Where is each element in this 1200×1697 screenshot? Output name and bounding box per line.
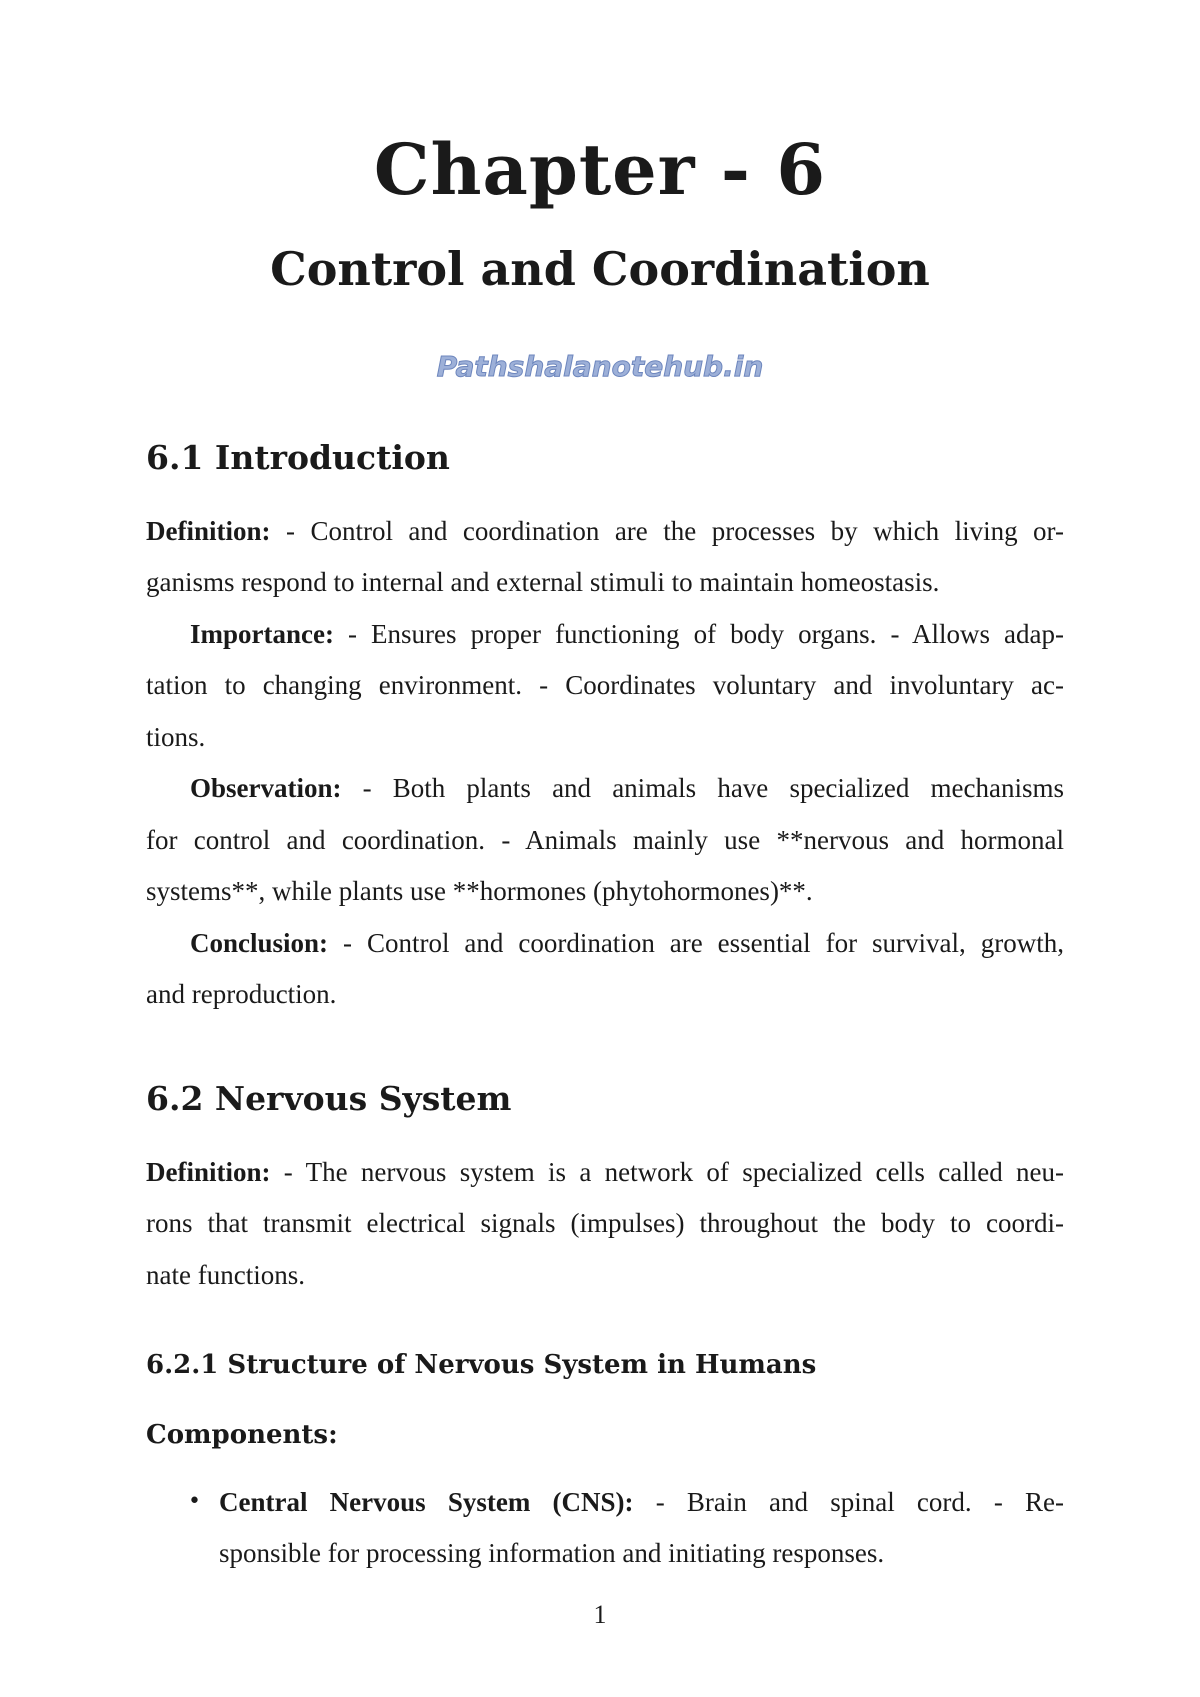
bullet-line	[219, 1487, 1064, 1518]
paragraph-line: for control and coordination. - Animals mainly use **nervous and hormonal	[146, 825, 1064, 855]
definition-label: Definition:	[146, 1157, 271, 1187]
section-heading-introduction: 6.1 Introduction	[146, 438, 450, 477]
text: - Ensures proper functioning of body organs. - Allows adap-	[333, 619, 1064, 649]
bullet-icon: •	[188, 1489, 201, 1514]
bullet-line: sponsible for processing information and initiating responses.	[219, 1538, 885, 1568]
paragraph-line: systems**, while plants use **hormones (phytohormones)**.	[146, 876, 813, 906]
section-heading-nervous-system: 6.2 Nervous System	[146, 1079, 512, 1118]
paragraph-line: ganisms respond to internal and external stimuli to maintain homeostasis.	[146, 567, 940, 597]
paragraph-line	[190, 928, 1064, 959]
text: - Control and coordination are essential for survival, growth,	[328, 928, 1064, 958]
text: - Both plants and animals have specialized mechanisms	[341, 773, 1064, 803]
definition-label: Definition:	[146, 516, 271, 546]
paragraph-line: rons that transmit electrical signals (impulses) throughout the body to coordi-	[146, 1208, 1064, 1238]
importance-label: Importance:	[190, 619, 334, 649]
paragraph-line	[146, 1157, 1064, 1188]
paragraph-line	[190, 619, 1064, 650]
chapter-title: Chapter - 6	[373, 128, 827, 211]
paragraph-line	[190, 773, 1064, 804]
chapter-subtitle: Control and Coordination	[270, 242, 930, 296]
text: - Brain and spinal cord. - Re-	[633, 1487, 1064, 1517]
text: - The nervous system is a network of specialized cells called neu-	[270, 1157, 1064, 1187]
conclusion-label: Conclusion:	[190, 928, 329, 958]
subsection-heading: 6.2.1 Structure of Nervous System in Humans	[146, 1350, 817, 1380]
watermark: Pathshalanotehub.in	[436, 350, 764, 383]
page-number: 1	[593, 1600, 607, 1629]
text: - Control and coordination are the processes by which living or-	[270, 516, 1064, 546]
paragraph-line: tation to changing environment. - Coordinates voluntary and involuntary ac-	[146, 670, 1064, 700]
paragraph-line: and reproduction.	[146, 979, 337, 1009]
paragraph-line	[146, 516, 1064, 547]
paragraph-line: tions.	[146, 722, 206, 752]
observation-label: Observation:	[190, 773, 342, 803]
paragraph-line: nate functions.	[146, 1260, 305, 1290]
components-label: Components:	[146, 1420, 338, 1450]
cns-label: Central Nervous System (CNS):	[219, 1487, 634, 1517]
